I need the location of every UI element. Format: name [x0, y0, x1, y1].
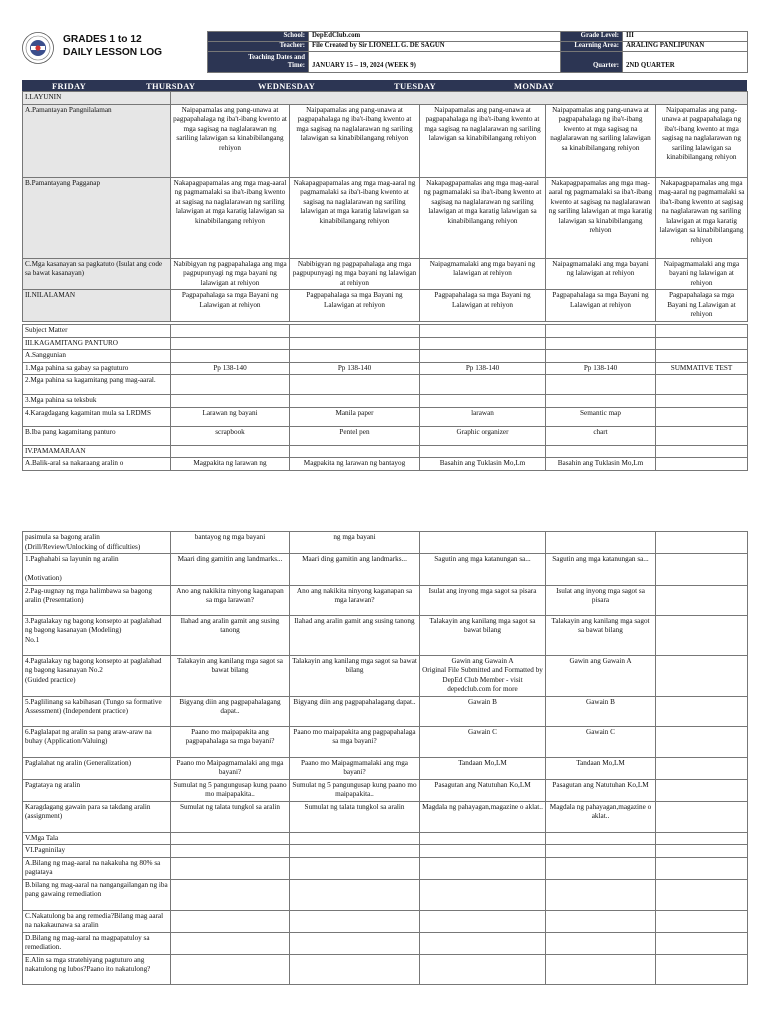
day-cell-3: Gawin ang Gawain A Original File Submitted and Formatted by DepEd Club Member - visit depedclub.com for more: [420, 655, 546, 696]
day-cell-1: Nabibigyan ng pagpapahalaga ang mga pagpupunyagi ng mga bayani ng lalawigan at rehiyon: [171, 258, 290, 290]
day-cell-3: [420, 932, 546, 954]
day-cell-3: Graphic organizer: [420, 426, 546, 445]
row-label: 5.Paglilinang sa kabihasan (Tungo sa formative Assessment) (Independent practice): [23, 696, 171, 726]
day-cell-2: [290, 857, 420, 879]
day-cell-4: Pp 138-140: [546, 362, 656, 375]
day-cell-5: [656, 779, 748, 801]
row-span-cell: [171, 92, 748, 105]
day-cell-2: Talakayin ang kanilang mga sagot sa bawat bilang: [290, 655, 420, 696]
day-cell-3: [420, 879, 546, 910]
day-cell-4: Pagpapahalaga sa mga Bayani ng Lalawigan at rehiyon: [546, 290, 656, 322]
day-cell-5: [656, 458, 748, 471]
day-cell-3: [420, 445, 546, 458]
day-cell-1: [171, 832, 290, 845]
objective-row: [23, 258, 748, 290]
day-cell-1: [171, 375, 290, 395]
row-label: Paglalahat ng aralin (Generalization): [23, 757, 171, 779]
day-cell-3: Nakapagpapamalas ang mga mag-aaral ng pagmamalaki sa iba't-ibang kwento at sagisag na naglalarawan ng sariling lalawigan at mga karatig lalawigan sa kinabibilangang rehiyon: [420, 177, 546, 258]
day-cell-4: Semantic map: [546, 407, 656, 426]
day-cell-4: [546, 910, 656, 932]
day-cell-4: [546, 845, 656, 858]
document-title: [63, 33, 162, 59]
teacher-label: Teacher:: [208, 42, 309, 52]
day-cell-5: [656, 879, 748, 910]
objective-row: [23, 104, 748, 177]
row-label: Karagdagang gawain para sa takdang aralin (assignment): [23, 801, 171, 832]
procedure-row: [23, 585, 748, 615]
day-cell-4: [546, 325, 656, 338]
material-row: [23, 407, 748, 426]
day-cell-5: [656, 554, 748, 586]
day-cell-3: Pagpapahalaga sa mga Bayani ng Lalawigan at rehiyon: [420, 290, 546, 322]
row-label: C.Nakatulong ba ang remedia?Bilang mag aaral na nakakaunawa sa aralin: [23, 910, 171, 932]
day-cell-5: [656, 445, 748, 458]
day-cell-3: [420, 395, 546, 408]
day-cell-1: [171, 350, 290, 363]
day-cell-4: [546, 879, 656, 910]
day-cell-1: [171, 857, 290, 879]
row-label: Pagtataya ng aralin: [23, 779, 171, 801]
day-cell-1: Nakapagpapamalas ang mga mag-aaral ng pagmamalaki sa iba't-ibang kwento at sagisag na naglalarawan ng sariling lalawigan at mga karatig lalawigan sa kinabibilangang rehiyon: [171, 177, 290, 258]
dates-value: JANUARY 15 – 19, 2024 (WEEK 9): [309, 52, 561, 73]
material-row: [23, 325, 748, 338]
day-cell-1: scrapbook: [171, 426, 290, 445]
dates-label: [208, 52, 309, 73]
day-cell-1: Paano mo maipapakita ang pagpapahalaga sa mga bayani?: [171, 726, 290, 757]
row-label: 4.Pagtalakay ng bagong konsepto at paglalahad ng bagong kasanayan No.2 (Guided practice): [23, 655, 171, 696]
day-cell-1: Ilahad ang aralin gamit ang susing tanong: [171, 615, 290, 655]
day-cell-5: [656, 696, 748, 726]
day-cell-2: [290, 954, 420, 984]
procedure-row: [23, 696, 748, 726]
day-cell-4: Pasagutan ang Natutuhan Ko,LM: [546, 779, 656, 801]
procedure-row: [23, 757, 748, 779]
day-cell-3: [420, 845, 546, 858]
day-cell-1: Sumulat ng 5 pangungusap kung paano mo maipapakita..: [171, 779, 290, 801]
row-label: 1.Paghahabi sa layunin ng aralin (Motivation): [23, 554, 171, 586]
row-label: pasimula sa bagong aralin (Drill/Review/Unlocking of difficulties): [23, 532, 171, 554]
day-cell-3: Basahin ang Tuklasin Mo,Lm: [420, 458, 546, 471]
row-label: Subject Matter: [23, 325, 171, 338]
day-cell-5: [656, 845, 748, 858]
day-cell-3: Tandaan Mo,LM: [420, 757, 546, 779]
day-cell-3: [420, 532, 546, 554]
day-cell-1: [171, 395, 290, 408]
day-cell-2: [290, 910, 420, 932]
day-cell-1: [171, 910, 290, 932]
row-label: 1.Mga pahina sa gabay sa pagtuturo: [23, 362, 171, 375]
day-cell-5: [656, 337, 748, 350]
objective-row: [23, 290, 748, 322]
row-label: B.Iba pang kagamitang panturo: [23, 426, 171, 445]
row-label: 2.Mga pahina sa kagamitang pang mag-aaral.: [23, 375, 171, 395]
day-cell-3: Talakayin ang kanilang mga sagot sa bawat bilang: [420, 615, 546, 655]
deped-seal-logo: [22, 32, 54, 64]
day-cell-2: Pentel pen: [290, 426, 420, 445]
day-thursday: THURSDAY: [146, 81, 196, 91]
day-cell-1: [171, 325, 290, 338]
row-label: 4.Karagdagang kagamitan mula sa LRDMS: [23, 407, 171, 426]
day-monday: MONDAY: [514, 81, 555, 91]
day-cell-2: [290, 325, 420, 338]
day-cell-3: Isulat ang inyong mga sagot sa pisara: [420, 585, 546, 615]
procedure-row: [23, 615, 748, 655]
day-cell-1: Larawan ng bayani: [171, 407, 290, 426]
day-cell-4: Nakapagpapamalas ang mga mag-aaral ng pagmamalaki sa iba't-ibang kwento at sagisag na naglalarawan ng sariling lalawigan at mga karatig lalawigan sa kinabibilangang rehiyon: [546, 177, 656, 258]
day-cell-3: Naipapamalas ang pang-unawa at pagpapahalaga ng iba't-ibang kwento at mga sagisag na naglalarawan ng sariling lalawigan sa kinabibilangang rehiyon: [420, 104, 546, 177]
material-row: [23, 445, 748, 458]
area-label: Learning Area:: [561, 42, 623, 52]
day-cell-5: [656, 801, 748, 832]
procedure-table: [22, 531, 748, 985]
day-cell-4: Sagutin ang mga katanungan sa...: [546, 554, 656, 586]
day-cell-1: [171, 879, 290, 910]
day-friday: FRIDAY: [52, 81, 87, 91]
day-cell-5: [656, 325, 748, 338]
day-cell-5: SUMMATIVE TEST: [656, 362, 748, 375]
day-cell-3: Naipagmamalaki ang mga bayani ng lalawigan at rehiyon: [420, 258, 546, 290]
day-cell-3: Magdala ng pahayagan,magazine o aklat..: [420, 801, 546, 832]
day-cell-4: [546, 954, 656, 984]
row-label: C.Mga kasanayan sa pagkatuto (Isulat ang code sa bawat kasanayan): [23, 258, 171, 290]
day-cell-1: [171, 845, 290, 858]
day-cell-2: [290, 350, 420, 363]
objective-row: [23, 92, 748, 105]
day-cell-1: Talakayin ang kanilang mga sagot sa bawat bilang: [171, 655, 290, 696]
material-row: [23, 426, 748, 445]
day-cell-4: [546, 445, 656, 458]
day-tuesday: TUESDAY: [394, 81, 436, 91]
day-cell-4: [546, 350, 656, 363]
day-cell-2: [290, 879, 420, 910]
material-row: [23, 350, 748, 363]
procedure-row: [23, 932, 748, 954]
day-cell-2: ng mga bayani: [290, 532, 420, 554]
day-cell-1: bantayog ng mga bayani: [171, 532, 290, 554]
day-cell-2: Nabibigyan ng pagpapahalaga ang mga pagpupunyagi ng mga bayani ng lalawigan at rehiyon: [290, 258, 420, 290]
day-cell-3: Sagutin ang mga katanungan sa...: [420, 554, 546, 586]
procedure-row: [23, 779, 748, 801]
grade-value: III: [623, 32, 748, 42]
day-cell-1: Pagpapahalaga sa mga Bayani ng Lalawigan at rehiyon: [171, 290, 290, 322]
day-cell-4: Naipagmamalaki ang mga bayani ng lalawigan at rehiyon: [546, 258, 656, 290]
day-cell-5: [656, 726, 748, 757]
day-cell-2: Nakapagpapamalas ang mga mag-aaral ng pagmamalaki sa iba't-ibang kwento at sagisag na naglalarawan ng sariling lalawigan at mga karatig lalawigan sa kinabibilangang rehiyon: [290, 177, 420, 258]
day-cell-3: Pp 138-140: [420, 362, 546, 375]
procedure-row: [23, 655, 748, 696]
quarter-value: 2ND QUARTER: [623, 52, 748, 73]
day-cell-5: [656, 532, 748, 554]
procedure-row: [23, 857, 748, 879]
row-label: V.Mga Tala: [23, 832, 171, 845]
objective-row: [23, 177, 748, 258]
day-cell-3: [420, 857, 546, 879]
day-cell-4: [546, 832, 656, 845]
day-cell-5: [656, 655, 748, 696]
day-cell-5: [656, 426, 748, 445]
day-cell-5: Naipapamalas ang pang-unawa at pagpapahalaga ng iba't-ibang kwento at mga sagisag na naglalarawan ng sariling lalawigan sa kinabibilangang rehiyon: [656, 104, 748, 177]
day-cell-2: Magpakita ng larawan ng bantayog: [290, 458, 420, 471]
day-cell-5: Naipagmamalaki ang mga bayani ng lalawigan at rehiyon: [656, 258, 748, 290]
day-cell-4: Gawain C: [546, 726, 656, 757]
day-cell-1: Bigyang diin ang pagpapahalagang dapat..: [171, 696, 290, 726]
day-cell-3: [420, 832, 546, 845]
day-cell-4: Tandaan Mo,LM: [546, 757, 656, 779]
day-cell-1: Magpakita ng larawan ng: [171, 458, 290, 471]
row-label: B.Pamantayang Pagganap: [23, 177, 171, 258]
row-label: IV.PAMAMARAAN: [23, 445, 171, 458]
day-cell-2: Sumulat ng talata tungkol sa aralin: [290, 801, 420, 832]
day-cell-3: [420, 350, 546, 363]
row-label: I.LAYUNIN: [23, 92, 171, 105]
materials-table: [22, 324, 748, 471]
day-cell-5: [656, 395, 748, 408]
day-cell-1: Pp 138-140: [171, 362, 290, 375]
row-label: 6.Paglalapat ng aralin sa pang araw-araw na buhay (Application/Valuing): [23, 726, 171, 757]
day-cell-1: Paano mo Maipagmamalaki ang mga bayani?: [171, 757, 290, 779]
day-cell-1: [171, 445, 290, 458]
day-cell-5: [656, 615, 748, 655]
row-label: B.bilang ng mag-aaral na nangangailangan ng iba pang gawaing remediation: [23, 879, 171, 910]
day-cell-4: Talakayin ang kanilang mga sagot sa bawat bilang: [546, 615, 656, 655]
day-cell-2: Pp 138-140: [290, 362, 420, 375]
day-cell-4: Naipapamalas ang pang-unawa at pagpapahalaga ng iba't-ibang kwento at mga sagisag na naglalarawan ng sariling lalawigan sa kinabibilangang rehiyon: [546, 104, 656, 177]
school-value: DepEdClub.com: [309, 32, 561, 42]
day-cell-4: Gawain B: [546, 696, 656, 726]
day-cell-1: Naipapamalas ang pang-unawa at pagpapahalaga ng iba't-ibang kwento at mga sagisag na naglalarawan ng sariling lalawigan sa kinabibilangang rehiyon: [171, 104, 290, 177]
day-cell-4: [546, 375, 656, 395]
day-cell-4: [546, 857, 656, 879]
day-cell-1: Sumulat ng talata tungkol sa aralin: [171, 801, 290, 832]
dates-label-line-1: Teaching Dates and: [248, 53, 305, 61]
day-cell-4: Magdala ng pahayagan,magazine o aklat..: [546, 801, 656, 832]
day-cell-5: [656, 857, 748, 879]
day-cell-1: Maari ding gamitin ang landmarks...: [171, 554, 290, 586]
day-cell-3: Pasagutan ang Natutuhan Ko,LM: [420, 779, 546, 801]
day-cell-2: Ilahad ang aralin gamit ang susing tanong: [290, 615, 420, 655]
day-cell-2: [290, 832, 420, 845]
row-label: E.Alin sa mga stratehiyang pagtuturo ang nakatulong ng lubos?Paano ito nakatulong?: [23, 954, 171, 984]
day-cell-4: Isulat ang inyong mga sagot sa pisara: [546, 585, 656, 615]
row-label: II.NILALAMAN: [23, 290, 171, 322]
day-wednesday: WEDNESDAY: [258, 81, 316, 91]
school-label: School:: [208, 32, 309, 42]
day-cell-2: [290, 375, 420, 395]
quarter-label: Quarter:: [561, 52, 623, 73]
day-cell-5: [656, 350, 748, 363]
day-cell-5: Pagpapahalaga sa mga Bayani ng Lalawigan at rehiyon: [656, 290, 748, 322]
procedure-row: [23, 910, 748, 932]
material-row: [23, 337, 748, 350]
row-label: A.Bilang ng mag-aaral na nakakuha ng 80% sa pagtataya: [23, 857, 171, 879]
day-cell-2: Naipapamalas ang pang-unawa at pagpapahalaga ng iba't-ibang kwento at mga sagisag na naglalarawan ng sariling lalawigan sa kinabibilangang rehiyon: [290, 104, 420, 177]
row-label: A.Balik-aral sa nakaraang aralin o: [23, 458, 171, 471]
material-row: [23, 458, 748, 471]
day-cell-1: [171, 954, 290, 984]
area-value: ARALING PANLIPUNAN: [623, 42, 748, 52]
procedure-row: [23, 845, 748, 858]
day-cell-2: [290, 395, 420, 408]
title-line-1: GRADES 1 to 12: [63, 34, 142, 45]
row-label: 2.Pag-uugnay ng mga halimbawa sa bagong aralin (Presentation): [23, 585, 171, 615]
day-cell-1: Ano ang nakikita ninyong kaganapan sa mga larawan?: [171, 585, 290, 615]
day-cell-3: [420, 375, 546, 395]
day-cell-4: [546, 395, 656, 408]
procedure-row: [23, 954, 748, 984]
procedure-row: [23, 832, 748, 845]
day-cell-2: Paano mo maipapakita ang pagpapahalaga sa mga bayani?: [290, 726, 420, 757]
day-cell-3: [420, 325, 546, 338]
header-info-table: [207, 31, 748, 73]
day-cell-5: [656, 832, 748, 845]
day-cell-2: Manila paper: [290, 407, 420, 426]
procedure-row: [23, 532, 748, 554]
day-cell-2: [290, 445, 420, 458]
day-cell-5: [656, 910, 748, 932]
row-label: VI.Pagninilay: [23, 845, 171, 858]
day-cell-2: Maari ding gamitin ang landmarks...: [290, 554, 420, 586]
procedure-row: [23, 801, 748, 832]
row-label: D.Bilang ng mag-aaral na magpapatuloy sa remediation.: [23, 932, 171, 954]
day-cell-4: [546, 532, 656, 554]
day-cell-2: [290, 845, 420, 858]
day-cell-4: chart: [546, 426, 656, 445]
day-cell-3: [420, 954, 546, 984]
material-row: [23, 395, 748, 408]
day-cell-3: Gawain C: [420, 726, 546, 757]
day-cell-2: Bigyang diin ang pagpapahalagang dapat..: [290, 696, 420, 726]
day-cell-5: [656, 954, 748, 984]
day-cell-5: [656, 407, 748, 426]
day-cell-4: [546, 932, 656, 954]
row-label: A.Pamantayan Pangnilalaman: [23, 104, 171, 177]
day-cell-2: Sumulat ng 5 pangungusap kung paano mo maipapakita..: [290, 779, 420, 801]
procedure-row: [23, 726, 748, 757]
day-cell-5: [656, 375, 748, 395]
row-label: III.KAGAMITANG PANTURO: [23, 337, 171, 350]
day-cell-2: Pagpapahalaga sa mga Bayani ng Lalawigan at rehiyon: [290, 290, 420, 322]
day-cell-1: [171, 932, 290, 954]
row-label: A.Sanggunian: [23, 350, 171, 363]
day-cell-3: [420, 910, 546, 932]
teacher-value: File Created by Sir LIONELL G. DE SAGUN: [309, 42, 561, 52]
row-label: 3.Mga pahina sa teksbuk: [23, 395, 171, 408]
day-cell-2: Ano ang nakikita ninyong kaganapan sa mga larawan?: [290, 585, 420, 615]
day-cell-5: [656, 932, 748, 954]
day-cell-3: [420, 337, 546, 350]
dates-label-line-2: Time:: [287, 62, 305, 69]
day-cell-4: [546, 337, 656, 350]
day-cell-2: [290, 337, 420, 350]
day-cell-5: Nakapagpapamalas ang mga mag-aaral ng pagmamalaki sa iba't-ibang kwento at sagisag na naglalarawan ng sariling lalawigan at mga karatig lalawigan sa kinabibilangang rehiyon: [656, 177, 748, 258]
day-cell-5: [656, 585, 748, 615]
day-cell-4: Basahin ang Tuklasin Mo,Lm: [546, 458, 656, 471]
material-row: [23, 362, 748, 375]
day-cell-2: [290, 932, 420, 954]
row-label: 3.Pagtalakay ng bagong konsepto at paglalahad ng bagong kasanayan (Modeling) No.1: [23, 615, 171, 655]
day-cell-1: [171, 337, 290, 350]
day-header-bar: [22, 80, 747, 91]
material-row: [23, 375, 748, 395]
procedure-row: [23, 554, 748, 586]
grade-label: Grade Level:: [561, 32, 623, 42]
day-cell-3: larawan: [420, 407, 546, 426]
title-line-2: DAILY LESSON LOG: [63, 47, 163, 59]
procedure-row: [23, 879, 748, 910]
day-cell-2: Paano mo Maipagmamalaki ang mga bayani?: [290, 757, 420, 779]
day-cell-3: Gawain B: [420, 696, 546, 726]
day-cell-4: Gawin ang Gawain A: [546, 655, 656, 696]
objectives-table: [22, 91, 748, 322]
day-cell-5: [656, 757, 748, 779]
